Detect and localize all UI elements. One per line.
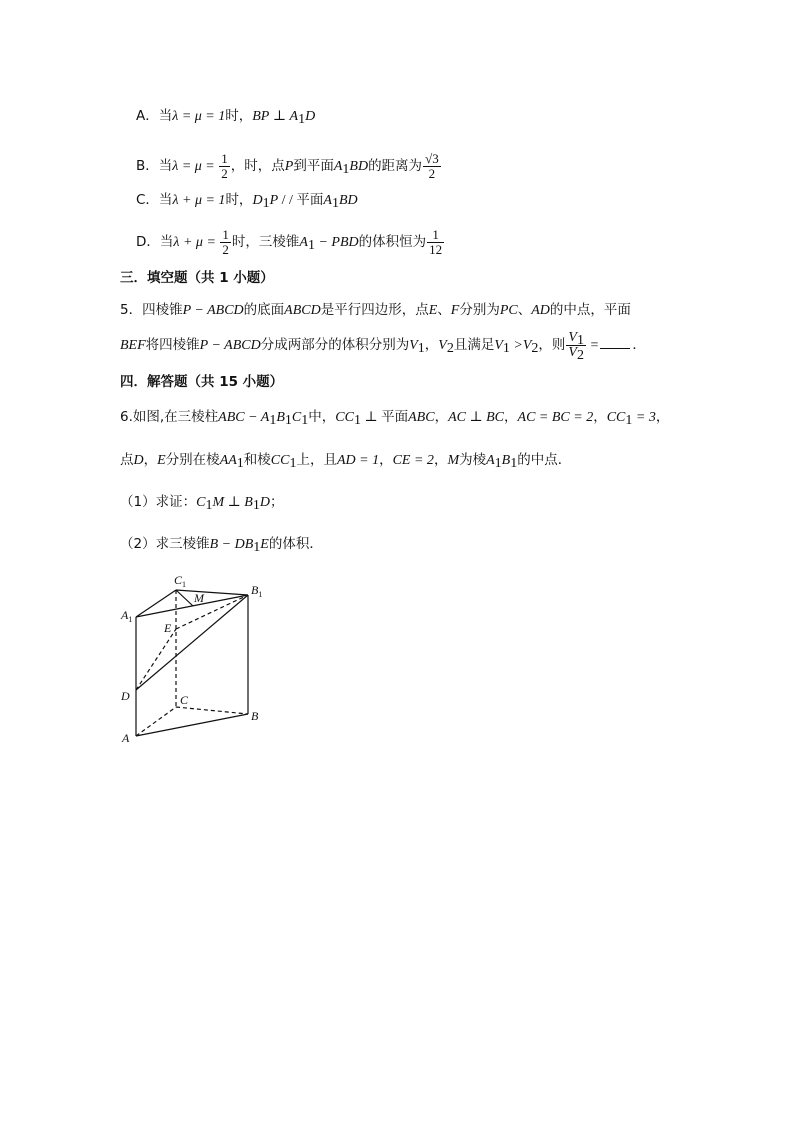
q5-math: PC	[499, 303, 518, 318]
svg-text:A1	[120, 608, 132, 624]
edge-c-b	[176, 707, 248, 714]
option-c	[136, 190, 358, 211]
q6-math: CE = 2	[392, 453, 434, 468]
q6-sub: 1	[289, 456, 297, 471]
q5-text: 、	[437, 302, 451, 318]
option-d-condition: λ + μ =	[173, 235, 220, 250]
q6-math: = 3	[632, 410, 656, 425]
option-d-frac-num: 1	[222, 226, 229, 242]
q5-math: BEF	[120, 338, 146, 353]
option-c-parallel: / /	[278, 193, 297, 208]
q6-sub: 1	[252, 498, 260, 513]
q6-math: A	[486, 453, 495, 468]
option-b-mid3: 的距离为	[368, 158, 423, 174]
q6-text: 平面	[381, 409, 409, 425]
q5-math: V	[494, 338, 503, 353]
q6-math: E	[157, 453, 166, 468]
q6-math: E	[260, 537, 269, 552]
option-b	[136, 148, 442, 185]
q6-text: ，	[655, 409, 670, 425]
option-d-mid2: 的体积恒为	[358, 234, 427, 250]
q6-sub: 1	[253, 540, 261, 555]
option-d-ans-den: 12	[429, 241, 443, 257]
q5-math: AD	[531, 303, 550, 318]
label-a: A	[122, 731, 130, 745]
option-b-fraction	[220, 152, 229, 181]
q6-text: ，	[434, 409, 449, 425]
q5-text: 5．四棱锥	[120, 302, 183, 318]
option-b-condition: λ = μ =	[172, 159, 219, 174]
edge-c1-b1	[176, 590, 248, 595]
q6-math: C	[196, 495, 206, 510]
option-c-plane-b: BD	[338, 193, 358, 208]
option-b-mid: ，时，点	[230, 158, 285, 174]
q5-text: 的中点，平面	[549, 302, 631, 318]
option-b-mid2: 到平面	[293, 158, 334, 174]
q5-sub: 1	[417, 341, 425, 356]
q6-math: M ⊥ B	[212, 495, 253, 510]
option-b-plane-sub: 1	[342, 162, 350, 177]
q6-math: AA	[219, 453, 237, 468]
option-b-label: B．当	[136, 158, 173, 174]
q5-text: 分成两部分的体积分别为	[260, 337, 410, 353]
q5-text: 的底面	[243, 302, 285, 318]
option-a-expr2-sub: 1	[298, 112, 306, 127]
label-e: E	[164, 621, 172, 635]
option-c-label: C．当	[136, 192, 173, 208]
q6-text: 和棱	[243, 452, 271, 468]
q5-volume-ratio	[567, 329, 585, 363]
edge-a1-b1	[136, 595, 248, 617]
label-b: B	[251, 709, 259, 723]
svg-text:C1	[174, 573, 186, 589]
q6-sub: 1	[301, 413, 309, 428]
q5-math: ABCD	[284, 303, 321, 318]
q6-sub: 1	[284, 413, 292, 428]
q6-math: B	[501, 453, 511, 468]
option-c-condition: λ + μ = 1	[172, 193, 226, 208]
q6-math: B − DB	[209, 537, 254, 552]
q5-math: V	[409, 338, 418, 353]
q5-text: ，	[424, 337, 439, 353]
option-b-ans-den: 2	[423, 166, 441, 181]
q6-math: CC	[335, 410, 354, 425]
q6-line-1	[120, 407, 669, 428]
edge-e-b1	[176, 595, 248, 629]
option-b-frac-num: 1	[221, 150, 228, 166]
q6-math: CC	[270, 453, 290, 468]
q6-math: CC	[606, 410, 626, 425]
option-d-ans-num: 1	[432, 226, 439, 242]
q5-text: 、	[517, 302, 532, 318]
q6-math: D	[259, 495, 270, 510]
option-d-frac-den: 2	[222, 241, 229, 257]
q5-text: 分别为	[459, 302, 500, 318]
q6-sub: 1	[510, 456, 518, 471]
q6-text: 中，	[308, 409, 336, 425]
q6-math: D	[133, 453, 144, 468]
q6-math: ABC − A	[218, 410, 270, 425]
q6-text: 分别在棱	[165, 452, 220, 468]
section-3-heading: 三．填空题（共 1 小题）	[120, 270, 274, 286]
option-d-a: A	[299, 235, 308, 250]
section-4-heading: 四．解答题（共 15 小题）	[120, 374, 284, 390]
option-c-plane-a: A	[323, 193, 332, 208]
label-b1: B	[251, 583, 259, 597]
option-a-mid: 时，	[225, 108, 253, 124]
edge-a-c	[136, 707, 176, 736]
option-a-expr2a: A	[289, 109, 299, 124]
option-a-label: A．当	[136, 108, 173, 124]
option-c-p: P	[269, 193, 279, 208]
option-b-answer-fraction	[424, 152, 440, 181]
option-b-point: P	[284, 159, 294, 174]
q6-math: C	[291, 410, 302, 425]
option-a	[136, 106, 315, 127]
option-d-a-sub: 1	[307, 238, 315, 253]
q6-text: ，	[433, 452, 448, 468]
q6-text: 点	[120, 452, 134, 468]
q6-sub: 1	[205, 498, 213, 513]
option-c-mid: 时，	[225, 192, 253, 208]
q5-ratio-num-v: V	[568, 329, 577, 345]
label-a1-sub: 1	[128, 615, 133, 624]
q6-sub: 1	[494, 456, 502, 471]
edge-a-b	[136, 714, 248, 736]
q6-text: 为棱	[459, 452, 487, 468]
q6-math: ABC	[408, 410, 435, 425]
q5-sub: 1	[502, 341, 510, 356]
q5-period: ．	[632, 337, 646, 353]
edge-d-b1	[136, 595, 248, 690]
option-a-condition: λ = μ = 1	[172, 109, 226, 124]
option-c-mid2: 平面	[296, 192, 324, 208]
option-b-frac-den: 2	[221, 165, 228, 181]
q5-ratio-num	[567, 329, 585, 348]
q6-part-1	[120, 492, 283, 513]
label-a1: A	[121, 608, 129, 622]
q6-text: 上，且	[296, 452, 337, 468]
option-d-label: D．当	[136, 234, 174, 250]
q6-text: 的中点．	[517, 452, 572, 468]
option-b-ans-num: √3	[425, 150, 439, 166]
q5-sub: 2	[446, 341, 454, 356]
label-c1-sub: 1	[182, 580, 187, 589]
q6-math: AC = BC = 2	[517, 410, 594, 425]
q5-math: P − ABCD	[199, 338, 261, 353]
q5-text: 将四棱锥	[145, 337, 200, 353]
q5-ratio-den	[566, 344, 586, 363]
q5-math: P − ABCD	[182, 303, 244, 318]
edge-a1-c1	[136, 590, 176, 617]
label-m: M	[194, 591, 204, 605]
option-d	[136, 224, 445, 261]
q6-sub: 1	[236, 456, 244, 471]
q5-math: >V	[509, 338, 532, 353]
option-d-fraction	[221, 228, 230, 257]
q6-math: B	[276, 410, 285, 425]
q6-text: ，	[143, 452, 158, 468]
q6-math: AC ⊥ BC	[448, 410, 505, 425]
q5-line-1	[120, 300, 631, 321]
q5-text: 是平行四边形，点	[320, 302, 429, 318]
option-a-expr1: BP	[252, 109, 270, 124]
q6-text: ；	[269, 494, 284, 510]
option-a-expr2b: D	[305, 109, 316, 124]
q6-sub: 1	[353, 413, 361, 428]
label-c1: C	[174, 573, 183, 587]
edge-d-e	[136, 629, 176, 690]
option-c-plane-sub: 1	[331, 196, 339, 211]
q6-text: （2）求三棱锥	[120, 536, 210, 552]
q5-ratio-den-sub: 2	[576, 347, 584, 363]
q6-sub: 1	[269, 413, 277, 428]
q5-math: F	[450, 303, 460, 318]
option-c-d-sub: 1	[262, 196, 270, 211]
q6-text: ，	[504, 409, 518, 425]
option-d-rest: − PBD	[314, 235, 359, 250]
option-c-d: D	[252, 193, 263, 208]
svg-text:B1	[251, 583, 262, 599]
q5-sub: 2	[531, 341, 539, 356]
option-d-mid: 时，三棱锥	[231, 234, 300, 250]
q5-equals: =	[586, 338, 599, 353]
q5-answer-blank	[600, 336, 630, 349]
q5-ratio-num-sub: 1	[576, 332, 584, 348]
q5-math: V	[438, 338, 447, 353]
option-b-plane-b: BD	[349, 159, 369, 174]
q6-sub: 1	[625, 413, 633, 428]
label-c: C	[180, 693, 189, 707]
q5-ratio-den-v: V	[568, 344, 577, 360]
option-d-answer-fraction	[428, 228, 443, 257]
label-b1-sub: 1	[258, 590, 263, 599]
edge-c1-m	[176, 590, 193, 606]
q6-text: ，	[379, 452, 393, 468]
q6-perp: ⊥	[360, 410, 382, 425]
q6-line-2	[120, 450, 571, 471]
q5-text: ，则	[538, 337, 566, 353]
q6-text: （1）求证：	[120, 494, 197, 510]
label-d: D	[121, 689, 130, 703]
q6-text: 6.如图,在三棱柱	[120, 409, 219, 425]
q6-part-2	[120, 534, 323, 555]
q6-math: AD = 1	[336, 453, 380, 468]
q5-math: E	[428, 303, 438, 318]
option-a-perp: ⊥	[269, 109, 290, 124]
q6-text: ，	[593, 409, 607, 425]
option-b-plane-a: A	[333, 159, 343, 174]
q6-text: 的体积．	[268, 536, 323, 552]
q5-line-2	[120, 327, 646, 364]
q6-math: M	[447, 453, 460, 468]
q5-text: 且满足	[453, 337, 495, 353]
